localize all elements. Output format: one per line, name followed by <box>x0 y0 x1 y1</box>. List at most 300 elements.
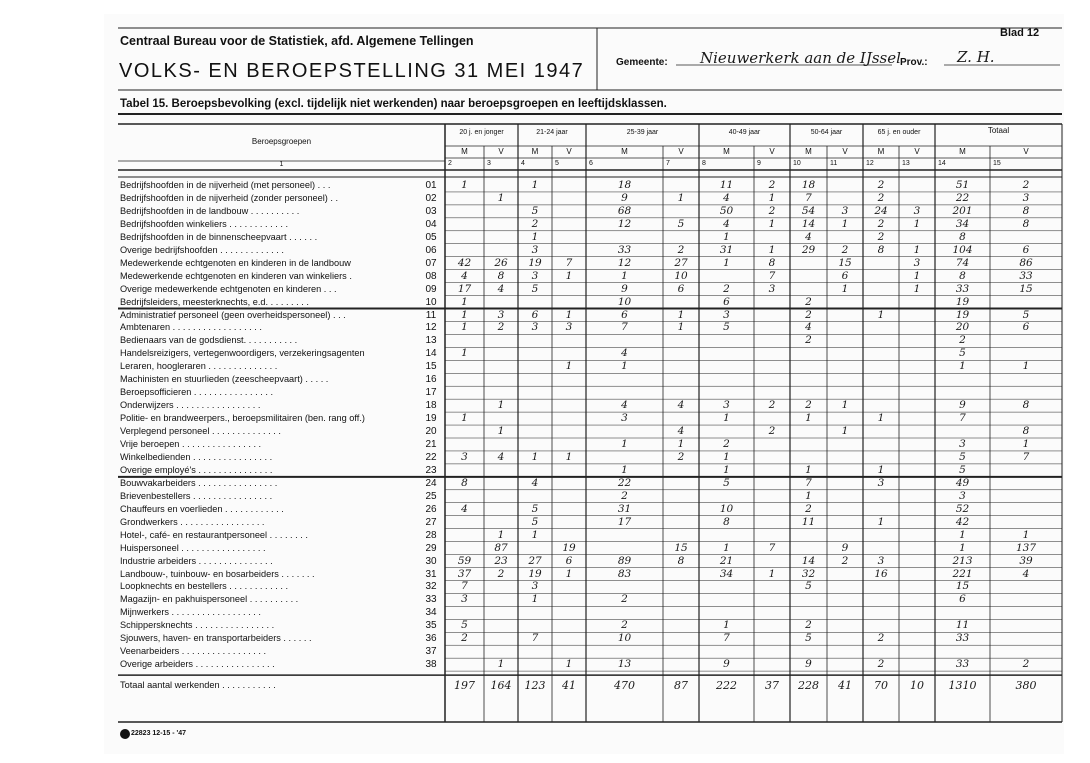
occupation-label: Winkelbedienden . . . . . . . . . . . . . . . . <box>120 451 273 462</box>
printer-logo-icon <box>120 729 130 739</box>
count-cell: 3 <box>1022 191 1030 204</box>
count-cell: 7 <box>461 580 468 593</box>
count-cell: 1 <box>723 463 730 476</box>
total-cell: 222 <box>716 679 737 693</box>
count-cell: 10 <box>674 269 688 282</box>
occupation-label: Medewerkende echtgenoten en kinderen in de landbouw <box>120 257 351 268</box>
count-cell: 4 <box>805 230 812 243</box>
count-cell: 3 <box>531 269 539 282</box>
count-cell: 31 <box>719 243 734 256</box>
count-cell: 1 <box>913 269 921 282</box>
count-cell: 1 <box>805 463 812 476</box>
sex-header: V <box>769 147 775 156</box>
row-number: 07 <box>425 257 437 269</box>
count-cell: 17 <box>617 515 632 528</box>
count-cell: 13 <box>617 658 632 671</box>
occupation-label: Bouwvakarbeiders . . . . . . . . . . . . . . . . <box>120 477 278 488</box>
column-number: 3 <box>487 160 491 167</box>
count-cell: 1 <box>461 321 468 334</box>
count-cell: 1 <box>913 217 921 230</box>
count-cell: 1 <box>565 308 573 321</box>
count-cell: 5 <box>677 217 685 230</box>
occupation-label: Medewerkende echtgenoten en kinderen van winkeliers . <box>120 270 352 281</box>
count-cell: 2 <box>1022 658 1030 671</box>
count-cell: 8 <box>497 269 505 282</box>
column-number: 10 <box>793 160 801 167</box>
column-number: 14 <box>938 160 946 167</box>
count-cell: 5 <box>805 632 812 645</box>
count-cell: 87 <box>494 541 508 554</box>
count-cell: 2 <box>621 593 628 606</box>
count-cell: 1 <box>497 425 505 438</box>
count-cell: 6 <box>841 269 849 282</box>
count-cell: 4 <box>531 476 539 489</box>
count-cell: 1 <box>565 450 573 463</box>
count-cell: 9 <box>723 658 730 671</box>
count-cell: 1 <box>877 463 885 476</box>
count-cell: 4 <box>621 399 628 412</box>
age-group-header: 40-49 jaar <box>728 129 761 136</box>
count-cell: 2 <box>877 217 885 230</box>
sex-header: V <box>678 147 684 156</box>
count-cell: 221 <box>952 567 973 580</box>
count-cell: 9 <box>621 191 628 204</box>
total-cell: 41 <box>838 679 852 693</box>
count-cell: 7 <box>805 191 812 204</box>
count-cell: 1 <box>461 179 468 191</box>
census-title: VOLKS- EN BEROEPSTELLING 31 MEI 1947 <box>119 60 585 82</box>
occupation-label: Onderwijzers . . . . . . . . . . . . . . . . . <box>120 400 261 411</box>
count-cell: 42 <box>457 256 472 269</box>
count-cell: 1 <box>621 438 628 450</box>
form-code: 22823 12-15 - '47 <box>131 730 186 737</box>
total-cell: 37 <box>765 679 779 693</box>
count-cell: 3 <box>497 308 505 321</box>
row-number: 36 <box>425 633 437 645</box>
count-cell: 29 <box>801 243 816 256</box>
count-cell: 1 <box>497 191 505 204</box>
count-cell: 2 <box>877 658 885 671</box>
count-cell: 50 <box>719 204 734 217</box>
count-cell: 6 <box>621 308 628 321</box>
count-cell: 1 <box>531 528 539 541</box>
count-cell: 213 <box>952 554 973 567</box>
total-cell: 228 <box>798 679 819 693</box>
occupation-label: Handelsreizigers, vertegenwoordigers, verzekeringsagenten <box>120 348 365 359</box>
count-cell: 3 <box>877 554 885 567</box>
occupation-label: Landbouw-, tuinbouw- en bosarbeiders . . . . . . . <box>120 568 315 579</box>
count-cell: 4 <box>1022 567 1030 580</box>
count-cell: 2 <box>877 191 885 204</box>
sex-header: V <box>566 147 572 156</box>
sex-header: M <box>531 147 539 156</box>
total-cell: 470 <box>614 679 635 693</box>
occupation-label: Bedrijfshoofden in de landbouw . . . . . . . . . . <box>120 205 300 216</box>
count-cell: 1 <box>565 269 573 282</box>
age-group-header: 21-24 jaar <box>536 129 568 136</box>
count-cell: 1 <box>768 243 776 256</box>
column-number: 4 <box>521 160 525 167</box>
count-cell: 201 <box>952 204 973 217</box>
count-cell: 1 <box>565 360 573 373</box>
age-group-header: Totaal <box>987 126 1010 135</box>
count-cell: 17 <box>457 282 472 295</box>
count-cell: 1 <box>677 308 685 321</box>
count-cell: 7 <box>531 632 539 645</box>
count-cell: 14 <box>801 217 816 230</box>
count-cell: 83 <box>617 567 632 580</box>
count-cell: 1 <box>565 658 573 671</box>
count-cell: 19 <box>528 256 542 269</box>
count-cell: 7 <box>621 321 628 334</box>
organization-name: Centraal Bureau voor de Statistiek, afd. Algemene Tellingen <box>120 34 474 48</box>
sex-header: M <box>877 147 885 156</box>
row-number: 04 <box>425 218 437 230</box>
count-cell: 51 <box>955 179 970 191</box>
beroepsgroepen-header: Beroepsgroepen <box>251 137 312 146</box>
row-number: 17 <box>425 387 437 399</box>
count-cell: 1 <box>877 412 885 425</box>
column-number: 1 <box>279 161 284 168</box>
count-cell: 32 <box>801 567 816 580</box>
count-cell: 19 <box>528 567 542 580</box>
occupation-label: Ambtenaren . . . . . . . . . . . . . . . . . . <box>120 322 262 333</box>
count-cell: 11 <box>955 619 970 632</box>
row-number: 14 <box>425 348 437 360</box>
occupation-label: Hotel-, café- en restaurantpersoneel . . . . . . . . <box>120 529 308 540</box>
row-number: 19 <box>425 413 437 425</box>
count-cell: 1 <box>768 191 776 204</box>
count-cell: 8 <box>1022 204 1030 217</box>
count-cell: 2 <box>461 632 468 645</box>
row-number: 26 <box>425 503 437 515</box>
total-cell: 197 <box>454 679 475 693</box>
count-cell: 19 <box>955 308 970 321</box>
count-cell: 19 <box>562 541 576 554</box>
count-cell: 2 <box>497 567 505 580</box>
occupation-label: Overige medewerkende echtgenoten en kinderen . . . <box>120 283 337 294</box>
count-cell: 15 <box>838 256 852 269</box>
count-cell: 4 <box>677 425 685 438</box>
count-cell: 23 <box>494 554 508 567</box>
count-cell: 16 <box>874 567 888 580</box>
total-cell: 380 <box>1015 679 1037 693</box>
row-number: 33 <box>425 594 437 606</box>
count-cell: 1 <box>677 191 685 204</box>
count-cell: 1 <box>768 567 776 580</box>
count-cell: 33 <box>955 632 970 645</box>
count-cell: 54 <box>801 204 816 217</box>
count-cell: 27 <box>674 256 688 269</box>
count-cell: 49 <box>955 476 970 489</box>
count-cell: 33 <box>617 243 632 256</box>
count-cell: 1 <box>841 399 849 412</box>
row-number: 30 <box>425 555 437 567</box>
count-cell: 9 <box>805 658 812 671</box>
count-cell: 31 <box>617 502 632 515</box>
count-cell: 1 <box>723 230 730 243</box>
count-cell: 4 <box>497 450 505 463</box>
row-number: 20 <box>425 426 437 438</box>
row-number: 34 <box>425 607 437 619</box>
column-number: 8 <box>702 160 706 167</box>
row-number: 24 <box>425 477 437 489</box>
count-cell: 3 <box>959 489 966 502</box>
count-cell: 21 <box>719 554 734 567</box>
row-number: 18 <box>425 400 437 412</box>
total-cell: 70 <box>874 679 888 693</box>
count-cell: 1 <box>877 515 885 528</box>
count-cell: 7 <box>768 541 776 554</box>
occupation-label: Verplegend personeel . . . . . . . . . . . . . . <box>120 426 281 437</box>
count-cell: 5 <box>531 204 539 217</box>
count-cell: 8 <box>677 554 685 567</box>
age-group-header: 50-64 jaar <box>810 129 843 136</box>
count-cell: 6 <box>677 282 685 295</box>
count-cell: 4 <box>723 191 730 204</box>
occupation-label: Chauffeurs en voerlieden . . . . . . . . . . . . <box>120 503 284 514</box>
count-cell: 5 <box>531 515 539 528</box>
occupation-label: Veenarbeiders . . . . . . . . . . . . . . . . . <box>120 646 267 657</box>
row-number: 02 <box>425 192 437 204</box>
row-number: 21 <box>425 439 437 450</box>
occupation-label: Schippersknechts . . . . . . . . . . . . . . . . <box>120 620 275 631</box>
occupation-label: Overige bedrijfshoofden . . . . . . . . . . . . . <box>120 244 284 255</box>
row-number: 31 <box>425 568 437 580</box>
count-cell: 4 <box>805 321 812 334</box>
count-cell: 1 <box>497 658 505 671</box>
count-cell: 1 <box>723 256 730 269</box>
count-cell: 1 <box>677 321 685 334</box>
total-cell: 10 <box>910 679 924 693</box>
count-cell: 42 <box>955 515 970 528</box>
count-cell: 1 <box>677 438 685 450</box>
occupation-label: Bedrijfsleiders, meesterknechts, e.d. . . . . . . . . <box>120 296 309 307</box>
sex-header: M <box>959 147 966 156</box>
count-cell: 8 <box>1022 425 1030 438</box>
count-cell: 8 <box>461 476 468 489</box>
count-cell: 1 <box>877 308 885 321</box>
count-cell: 37 <box>457 567 472 580</box>
count-cell: 2 <box>841 554 849 567</box>
count-cell: 5 <box>723 476 730 489</box>
row-number: 05 <box>425 231 437 243</box>
count-cell: 89 <box>617 554 632 567</box>
count-cell: 3 <box>621 412 628 425</box>
count-cell: 2 <box>805 308 812 321</box>
count-cell: 9 <box>621 282 628 295</box>
count-cell: 2 <box>531 217 539 230</box>
column-number: 2 <box>448 160 452 167</box>
count-cell: 2 <box>877 179 885 191</box>
count-cell: 2 <box>805 399 812 412</box>
total-cell: 164 <box>490 679 512 693</box>
count-cell: 5 <box>531 502 539 515</box>
count-cell: 8 <box>959 230 966 243</box>
count-cell: 3 <box>461 593 468 606</box>
count-cell: 4 <box>461 502 468 515</box>
count-cell: 4 <box>677 399 685 412</box>
count-cell: 6 <box>723 295 730 308</box>
occupation-label: Overige employé's . . . . . . . . . . . . . . . <box>120 464 273 475</box>
count-cell: 2 <box>959 334 966 347</box>
occupation-label: Overige arbeiders . . . . . . . . . . . . . . . . <box>120 659 275 670</box>
municipality-label: Gemeente: <box>616 57 668 68</box>
count-cell: 52 <box>955 502 970 515</box>
count-cell: 3 <box>959 438 966 450</box>
row-number: 32 <box>425 581 437 593</box>
count-cell: 1 <box>1022 528 1030 541</box>
count-cell: 1 <box>461 308 468 321</box>
row-number: 06 <box>425 244 437 256</box>
count-cell: 2 <box>723 282 730 295</box>
count-cell: 1 <box>565 567 573 580</box>
count-cell: 7 <box>723 632 730 645</box>
count-cell: 6 <box>531 308 539 321</box>
count-cell: 1 <box>723 412 730 425</box>
count-cell: 3 <box>877 476 885 489</box>
column-number: 5 <box>555 160 559 167</box>
count-cell: 10 <box>617 295 632 308</box>
count-cell: 3 <box>531 321 539 334</box>
count-cell: 2 <box>805 295 812 308</box>
count-cell: 1 <box>805 412 812 425</box>
occupation-label: Grondwerkers . . . . . . . . . . . . . . . . . <box>120 516 265 527</box>
row-number: 27 <box>425 516 437 528</box>
row-number: 12 <box>425 322 437 334</box>
count-cell: 2 <box>841 243 849 256</box>
occupation-label: Industrie arbeiders . . . . . . . . . . . . . . . <box>120 555 273 566</box>
row-number: 22 <box>425 451 437 463</box>
count-cell: 1 <box>723 619 730 632</box>
count-cell: 5 <box>1022 308 1030 321</box>
occupation-label: Huispersoneel . . . . . . . . . . . . . . . . . <box>120 542 266 553</box>
row-number: 35 <box>425 620 437 632</box>
count-cell: 2 <box>877 632 885 645</box>
count-cell: 3 <box>531 580 539 593</box>
count-cell: 6 <box>565 554 573 567</box>
count-cell: 2 <box>723 438 730 450</box>
occupation-label: Administratief personeel (geen overheidspersoneel) . . . <box>120 309 346 320</box>
count-cell: 11 <box>719 179 734 191</box>
occupation-label: Beroepsofficieren . . . . . . . . . . . . . . . . <box>120 387 274 398</box>
count-cell: 3 <box>565 321 573 334</box>
count-cell: 18 <box>617 179 632 191</box>
count-cell: 8 <box>1022 399 1030 412</box>
count-cell: 1 <box>1022 438 1030 450</box>
count-cell: 2 <box>805 502 812 515</box>
count-cell: 19 <box>955 295 970 308</box>
total-cell: 87 <box>674 679 688 693</box>
occupation-label: Politie- en brandweerpers., beroepsmilitairen (ben. rang off.) <box>120 413 365 424</box>
row-number: 16 <box>425 374 437 386</box>
row-number: 37 <box>425 646 437 658</box>
count-cell: 3 <box>768 282 776 295</box>
count-cell: 33 <box>955 658 970 671</box>
count-cell: 27 <box>528 554 542 567</box>
total-cell: 41 <box>562 679 576 693</box>
total-cell: 123 <box>524 679 546 693</box>
count-cell: 1 <box>531 450 539 463</box>
count-cell: 1 <box>768 217 776 230</box>
count-cell: 74 <box>955 256 970 269</box>
count-cell: 3 <box>841 204 849 217</box>
count-cell: 15 <box>674 541 688 554</box>
count-cell: 39 <box>1019 554 1033 567</box>
count-cell: 11 <box>801 515 816 528</box>
count-cell: 4 <box>621 347 628 360</box>
count-cell: 8 <box>723 515 730 528</box>
row-number: 08 <box>425 270 437 282</box>
sex-header: V <box>914 147 920 156</box>
count-cell: 1 <box>723 541 730 554</box>
count-cell: 18 <box>801 179 816 191</box>
count-cell: 6 <box>1022 321 1030 334</box>
row-number: 11 <box>425 309 437 321</box>
count-cell: 3 <box>531 243 539 256</box>
count-cell: 2 <box>768 204 776 217</box>
row-number: 15 <box>425 361 437 373</box>
row-number: 03 <box>425 205 437 217</box>
count-cell: 1 <box>531 230 539 243</box>
sex-header: V <box>842 147 848 156</box>
count-cell: 1 <box>621 463 628 476</box>
count-cell: 14 <box>801 554 816 567</box>
occupation-label: Loopknechts en bestellers . . . . . . . . . . . . <box>120 581 289 592</box>
count-cell: 1 <box>1022 360 1030 373</box>
count-cell: 15 <box>1019 282 1033 295</box>
municipality-value: Nieuwerkerk aan de IJssel <box>700 49 901 67</box>
row-number: 29 <box>425 542 437 554</box>
count-cell: 2 <box>768 399 776 412</box>
row-number: 10 <box>425 296 437 308</box>
count-cell: 5 <box>723 321 730 334</box>
count-cell: 1 <box>841 425 849 438</box>
sex-header: M <box>723 147 730 156</box>
count-cell: 2 <box>677 450 685 463</box>
province-value: Z. H. <box>957 48 995 66</box>
count-cell: 7 <box>1022 450 1030 463</box>
sex-header: M <box>461 147 468 156</box>
row-number: 23 <box>425 464 437 476</box>
count-cell: 1 <box>621 360 628 373</box>
row-number: 38 <box>425 659 437 671</box>
occupation-label: Leraren, hoogleraren . . . . . . . . . . . . . . <box>120 361 278 372</box>
occupation-label: Bedrijfshoofden winkeliers . . . . . . . . . . . . <box>120 218 288 229</box>
count-cell: 9 <box>959 399 966 412</box>
sex-header: M <box>621 147 628 156</box>
count-cell: 2 <box>1022 179 1030 191</box>
count-cell: 1 <box>959 528 966 541</box>
count-cell: 33 <box>1019 269 1033 282</box>
age-group-header: 25-39 jaar <box>626 129 659 136</box>
count-cell: 5 <box>959 463 966 476</box>
count-cell: 7 <box>805 476 812 489</box>
count-cell: 2 <box>497 321 505 334</box>
count-cell: 4 <box>497 282 505 295</box>
count-cell: 59 <box>457 554 472 567</box>
total-label: Totaal aantal werkenden . . . . . . . . . . . <box>120 680 276 691</box>
count-cell: 5 <box>959 347 966 360</box>
occupation-label: Bedrijfshoofden in de nijverheid (zonder personeel) . . <box>120 192 339 203</box>
count-cell: 7 <box>768 269 776 282</box>
sex-header: V <box>498 147 504 156</box>
count-cell: 7 <box>959 412 966 425</box>
count-cell: 15 <box>955 580 970 593</box>
count-cell: 1 <box>497 399 505 412</box>
count-cell: 10 <box>617 632 632 645</box>
column-number: 9 <box>757 160 761 167</box>
